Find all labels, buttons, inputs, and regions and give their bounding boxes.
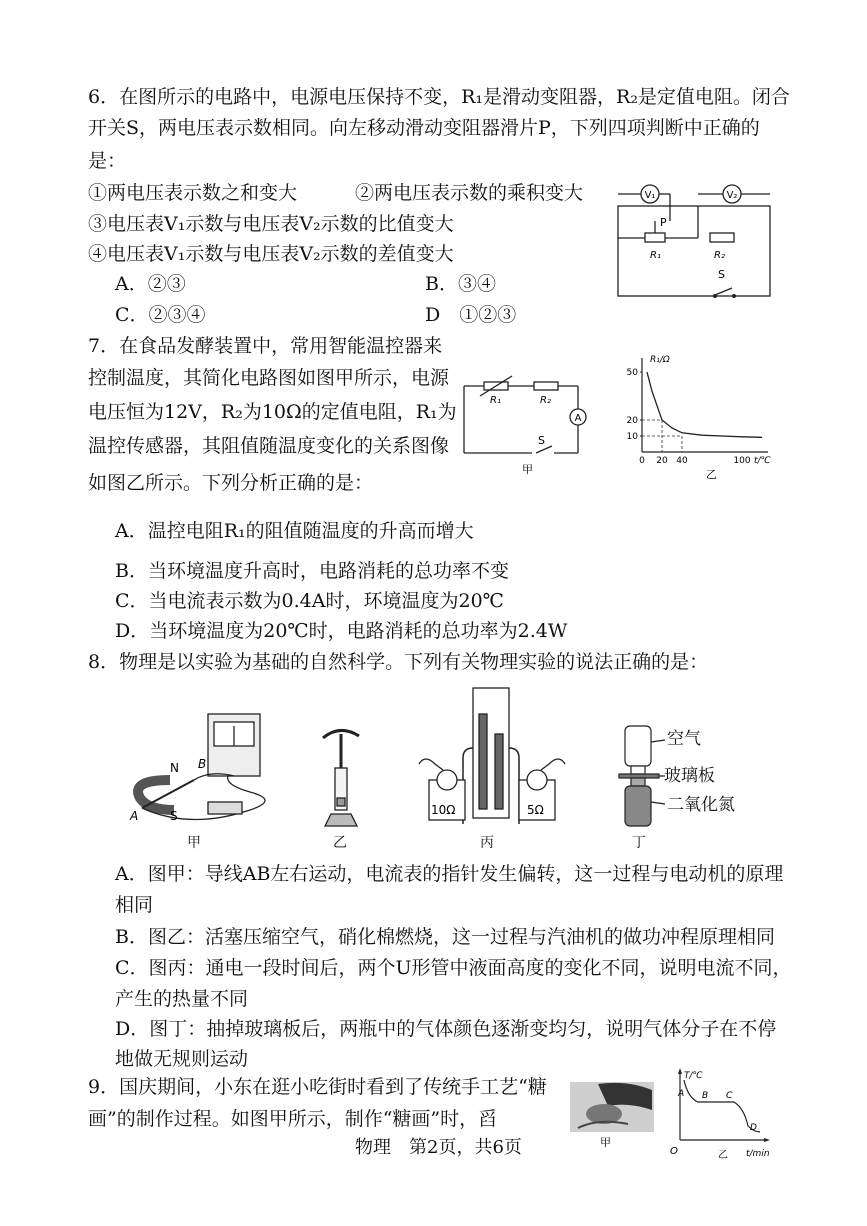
q9-fig-yi: 乙 xyxy=(718,1150,728,1161)
q7-fig-switch: S xyxy=(538,434,545,447)
q7-line2: 控制温度，其简化电路图如图甲所示，电源 xyxy=(88,367,450,389)
q9-fig-jia: 甲 xyxy=(600,1136,611,1149)
q8-figure-jia-induction xyxy=(130,710,280,840)
q8-option-a-line2: 相同 xyxy=(115,894,154,916)
chart-x-tick-label: 20 xyxy=(656,456,668,466)
q8-fig-air-label: 空气 xyxy=(667,729,701,749)
q8-option-d-line2: 地做无规则运动 xyxy=(115,1048,249,1070)
q8-option-d-line1: D．图丁：抽掉玻璃板后，两瓶中的气体颜色逐渐变均匀，说明气体分子在不停 xyxy=(115,1018,777,1040)
q8-option-c-line2: 产生的热量不同 xyxy=(115,988,249,1010)
q7-fig-r1: R₁ xyxy=(490,395,501,406)
q8-fig-a: A xyxy=(130,809,139,823)
q7-fig-ammeter: A xyxy=(574,413,582,424)
q9-fig-point-d: D xyxy=(750,1123,757,1133)
q7-option-b: B．当环境温度升高时，电路消耗的总功率不变 xyxy=(115,560,509,582)
chart-x-axis-label: t/℃ xyxy=(754,456,771,466)
q7-circuit-diagram xyxy=(460,378,600,478)
chart-y-tick-label: 20 xyxy=(626,416,638,426)
chart-series-line xyxy=(647,372,762,437)
q7-option-c: C．当电流表示数为0.4A时，环境温度为20℃ xyxy=(115,590,504,612)
q6-statement-3: ③电压表V₁示数与电压表V₂示数的比值变大 xyxy=(88,213,454,235)
q6-fig-v2: V₂ xyxy=(726,190,738,201)
q6-fig-s: S xyxy=(718,268,725,281)
q7-line4: 温控传感器，其阻值随温度变化的关系图像 xyxy=(88,435,450,457)
q6-line2: 开关S，两电压表示数相同。向左移动滑动变阻器滑片P，下列四项判断中正确的 xyxy=(88,117,760,139)
q6-option-c: C．②③④ xyxy=(115,304,206,326)
q9-fig-origin: O xyxy=(670,1146,678,1157)
q8-option-a-line1: A．图甲：导线AB左右运动，电流表的指针发生偏转，这一过程与电动机的原理 xyxy=(115,863,784,885)
q7-line5: 如图乙所示。下列分析正确的是： xyxy=(88,472,374,494)
q9-fig-xlabel: t/min xyxy=(746,1149,770,1159)
q6-statement-2: ②两电压表示数的乘积变大 xyxy=(355,182,584,204)
q8-figure-bing-u-tubes xyxy=(415,684,575,834)
page-footer: 物理 第2页，共6页 xyxy=(355,1137,522,1158)
q6-statement-4: ④电压表V₁示数与电压表V₂示数的差值变大 xyxy=(88,243,454,265)
q9-fig-point-c: C xyxy=(726,1091,733,1101)
q6-circuit-diagram xyxy=(610,176,780,301)
q6-statement-1: ①两电压表示数之和变大 xyxy=(88,182,298,204)
q8-fig-glass-label: 玻璃板 xyxy=(664,766,715,786)
q7-option-d: D．当环境温度为20℃时，电路消耗的总功率为2.4W xyxy=(115,620,568,642)
q9-photo-sugar-painting xyxy=(568,1080,658,1150)
q6-fig-r2: R₂ xyxy=(714,250,725,261)
q8-caption-yi: 乙 xyxy=(333,835,347,851)
q8-fig-b: B xyxy=(198,757,207,771)
q6-line3: 是： xyxy=(88,150,127,172)
q8-option-b: B．图乙：活塞压缩空气，硝化棉燃烧，这一过程与汽油机的做功冲程原理相同 xyxy=(115,926,775,948)
q8-option-c-line1: C．图丙：通电一段时间后，两个U形管中液面高度的变化不同，说明电流不同， xyxy=(115,957,792,979)
q8-caption-bing: 丙 xyxy=(480,835,494,851)
q8-caption-ding: 丁 xyxy=(632,835,646,851)
q6-fig-v1: V₁ xyxy=(644,190,656,201)
q8-fig-n: N xyxy=(170,761,179,775)
q9-fig-point-b: B xyxy=(702,1091,709,1101)
q8-figure-yi-piston xyxy=(315,718,365,833)
q9-temperature-time-graph xyxy=(668,1068,788,1160)
q6-fig-p: P xyxy=(660,216,667,229)
q8-fig-no2-label: 二氧化氮 xyxy=(667,795,735,815)
q8-stem: 8．物理是以实验为基础的自然科学。下列有关物理实验的说法正确的是： xyxy=(88,651,709,673)
q8-fig-s: S xyxy=(170,809,178,823)
chart-y-tick-label: 50 xyxy=(626,368,638,378)
q7-fig-r2: R₂ xyxy=(540,395,551,406)
q6-fig-r1: R₁ xyxy=(650,250,661,261)
chart-x-tick-label: 40 xyxy=(676,456,688,466)
q7-line1: 7．在食品发酵装置中，常用智能温控器来 xyxy=(88,335,443,357)
chart-x-tick-label: 0 xyxy=(639,456,645,466)
q6-option-d: D ①②③ xyxy=(425,304,517,326)
q7-fig-caption: 甲 xyxy=(522,463,533,476)
chart-y-tick-label: 10 xyxy=(626,432,638,442)
q7-option-a: A．温控电阻R₁的阻值随温度的升高而增大 xyxy=(115,520,474,542)
q8-fig-5-ohm: 5Ω xyxy=(527,803,544,817)
q9-fig-point-a: A xyxy=(678,1089,685,1099)
q7-line3: 电压恒为12V，R₂为10Ω的定值电阻，R₁为 xyxy=(88,401,457,423)
q6-option-b: B．③④ xyxy=(425,273,496,295)
q8-caption-jia: 甲 xyxy=(187,835,201,851)
q9-fig-ylabel: T/℃ xyxy=(684,1071,703,1081)
q8-fig-10-ohm: 10Ω xyxy=(431,803,456,817)
chart-y-axis-label: R₁/Ω xyxy=(650,355,670,365)
chart-x-tick-label: 100 xyxy=(733,456,751,466)
chart-caption: 乙 xyxy=(706,468,717,481)
q6-option-a: A．②③ xyxy=(115,273,186,295)
q9-line2: 画”的制作过程。如图甲所示，制作“糖画”时，舀 xyxy=(88,1108,498,1130)
q9-line1: 9．国庆期间，小东在逛小吃街时看到了传统手工艺“糖 xyxy=(88,1076,547,1098)
q7-resistance-temperature-chart xyxy=(620,350,780,480)
q6-line1: 6．在图所示的电路中，电源电压保持不变，R₁是滑动变阻器，R₂是定值电阻。闭合 xyxy=(88,86,790,108)
